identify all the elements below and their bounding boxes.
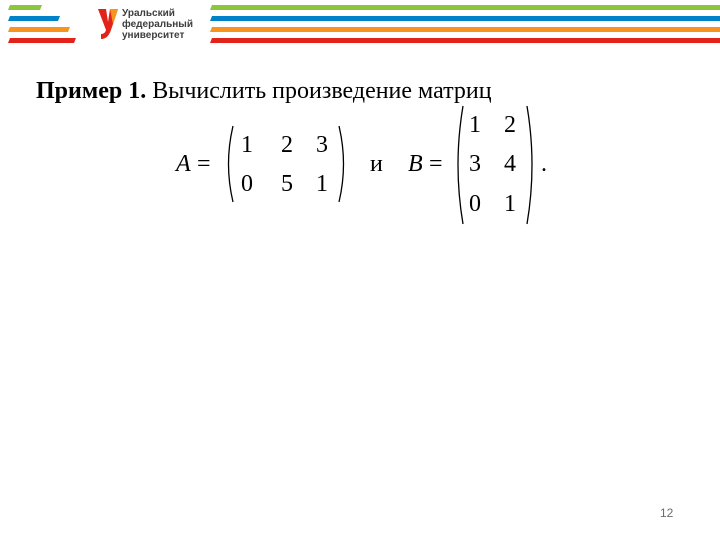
matrix-a-equals: = (197, 151, 211, 177)
matrix-b-left-paren (452, 104, 466, 226)
matrix-b-cell: 4 (504, 151, 516, 177)
matrix-a-right-paren (336, 124, 350, 204)
matrix-a-name: A (176, 151, 191, 177)
matrix-b-cell: 2 (504, 112, 516, 138)
matrix-a-cell: 3 (316, 132, 328, 158)
logo-stripes-left (0, 0, 80, 44)
university-logo-icon (97, 8, 119, 40)
conjunction-and: и (370, 151, 383, 177)
stripe-orange (8, 27, 70, 32)
stripe-blue-right (210, 16, 720, 21)
matrix-a-cell: 1 (316, 171, 328, 197)
stripe-orange-right (210, 27, 720, 32)
matrix-a-cell: 2 (281, 132, 293, 158)
page-number: 12 (660, 506, 674, 520)
matrix-a-cell: 5 (281, 171, 293, 197)
matrix-b-cell: 0 (469, 191, 481, 217)
matrix-b-period: . (541, 151, 547, 177)
matrix-a-cell: 1 (241, 132, 253, 158)
university-name (122, 8, 212, 41)
matrix-b-equals: = (429, 151, 443, 177)
example-text: Вычислить произведение матриц (152, 78, 492, 104)
logo-line-2: федеральный (122, 19, 193, 30)
matrix-a-cell: 0 (241, 171, 253, 197)
matrix-b-cell: 3 (469, 151, 481, 177)
logo-stripes-right (200, 0, 720, 44)
stripe-red-right (210, 38, 720, 43)
stripe-green (8, 5, 42, 10)
stripe-green-right (210, 5, 720, 10)
example-title (36, 78, 492, 105)
matrix-b-right-paren (524, 104, 538, 226)
example-label: Пример 1. (36, 78, 147, 104)
header-decoration (0, 0, 720, 50)
stripe-red (8, 38, 76, 43)
matrix-b-name: B (408, 151, 423, 177)
logo-line-1: Уральский (122, 8, 175, 19)
logo-line-3: университет (122, 30, 185, 41)
matrix-b-cell: 1 (504, 191, 516, 217)
matrix-b-cell: 1 (469, 112, 481, 138)
matrix-a-left-paren (222, 124, 236, 204)
stripe-blue (8, 16, 60, 21)
